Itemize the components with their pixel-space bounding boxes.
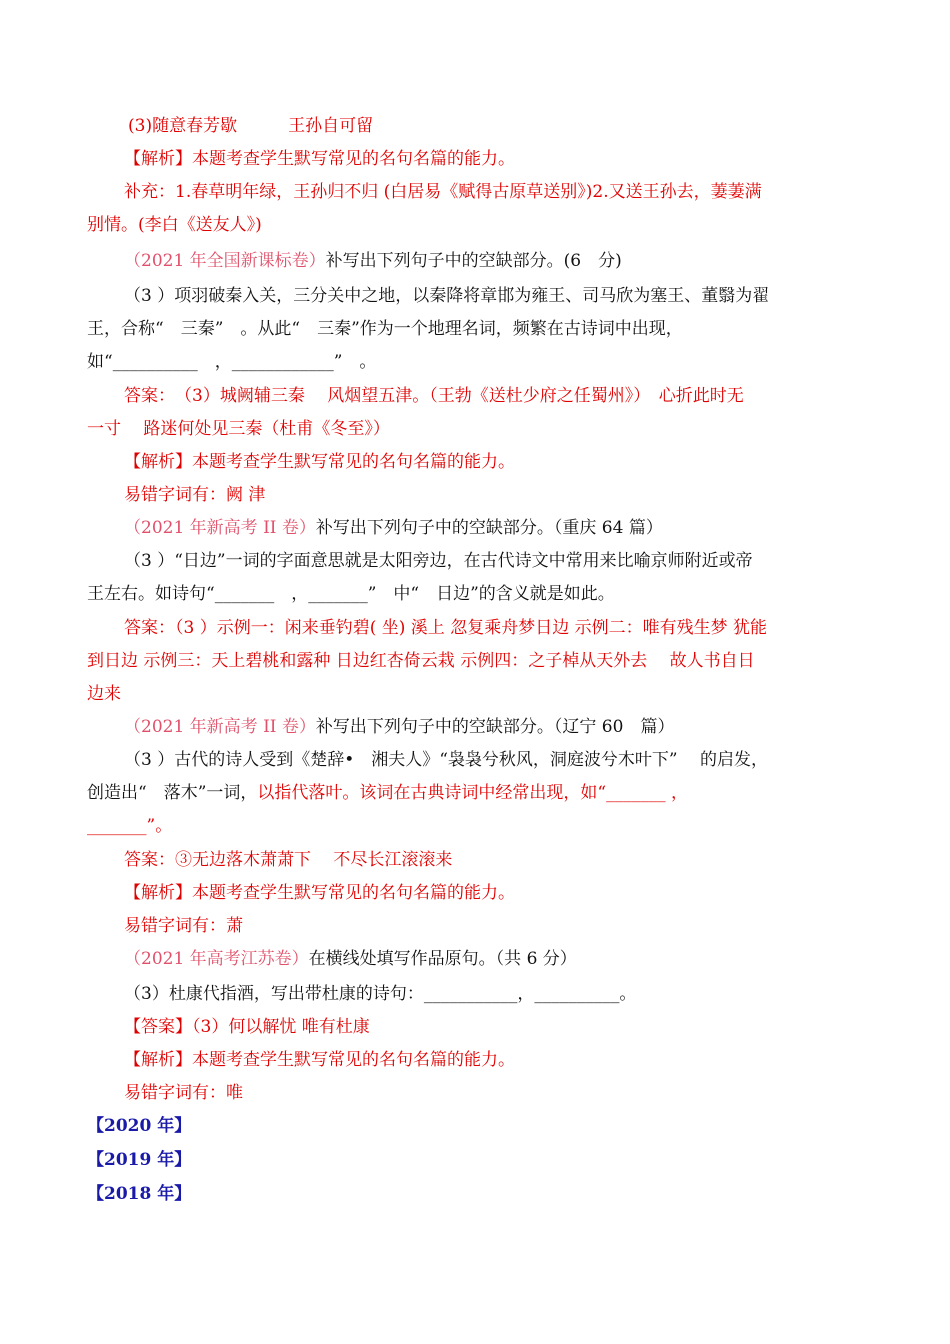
question-text: （3）杜康代指酒，写出带杜康的诗句：___________，__________。 <box>124 984 637 1004</box>
year-heading-2019: 【2019 年】 <box>87 1150 192 1170</box>
question-header <box>124 250 622 272</box>
error-words-line: 易错字词有：唯 <box>124 1083 243 1103</box>
analysis-line: 【解析】本题考查学生默写常见的名句名篇的能力。 <box>124 883 515 903</box>
supplement-line: 补充：1.春草明年绿，王孙归不归 (白居易《赋得古原草送别》)2.又送王孙去，萋萋满 <box>124 182 762 202</box>
answer-line-cont: 边来 <box>87 684 121 704</box>
question-text-cont <box>87 782 688 804</box>
question-text-cont: 王，合称“ 三秦” 。从此“ 三秦”作为一个地理名词，频繁在古诗词中出现， <box>87 319 683 339</box>
analysis-line: 【解析】本题考查学生默写常见的名句名篇的能力。 <box>124 149 515 169</box>
question-blank-line: 如“__________ ，____________” 。 <box>87 352 377 372</box>
question-header <box>124 716 674 738</box>
question-text: （3 ）古代的诗人受到《楚辞• 湘夫人》“袅袅兮秋风，洞庭波兮木叶下” 的启发， <box>124 750 769 770</box>
year-heading-2020: 【2020 年】 <box>87 1116 192 1136</box>
question-source: （2021 年高考江苏卷） <box>124 949 309 969</box>
question-text-part-red: 以指代落叶。该词在古典诗词中经常出现，如“_______ ， <box>257 783 688 803</box>
question-source: （2021 年新高考 II 卷） <box>124 518 316 538</box>
error-words-line: 易错字词有：阙 津 <box>124 485 266 505</box>
answer-line: 答案：（3 ）示例一：闲来垂钓碧( 坐) 溪上 忽复乘舟梦日边 示例二：唯有残生梦 犹能 <box>124 618 768 638</box>
question-text-cont: 王左右。如诗句“_______ ，_______” 中“ 日边”的含义就是如此。 <box>87 584 615 604</box>
question-source: （2021 年新高考 II 卷） <box>124 717 316 737</box>
answer-line-cont: 一寸 路迷何处见三秦（杜甫《冬至》） <box>87 419 390 439</box>
question-instruction: 补写出下列句子中的空缺部分。(6 分) <box>325 251 622 271</box>
question-source: （2021 年全国新课标卷） <box>124 251 326 271</box>
question-text-part: 创造出“ 落木”一词， <box>87 783 258 803</box>
answer-line: 【答案】（3）何以解忧 唯有杜康 <box>124 1017 370 1037</box>
answer-line: 答案： （3）城阙辅三秦 风烟望五津。（王勃《送杜少府之任蜀州》） 心折此时无 <box>124 386 744 406</box>
question-instruction: 补写出下列句子中的空缺部分。（辽宁 60 篇） <box>315 717 675 737</box>
analysis-line: 【解析】本题考查学生默写常见的名句名篇的能力。 <box>124 452 515 472</box>
question-text: （3 ）项羽破秦入关，三分关中之地，以秦降将章邯为雍王、司马欣为塞王、董翳为翟 <box>124 286 770 306</box>
question-instruction: 在横线处填写作品原句。（共 6 分） <box>308 949 577 969</box>
answer-line: 答案：③无边落木萧萧下 不尽长江滚滚来 <box>124 850 453 870</box>
supplement-line-cont: 别情。(李白《送友人》) <box>87 215 262 235</box>
answer-line: (3)随意春芳歇 王孙自可留 <box>128 116 374 136</box>
question-instruction: 补写出下列句子中的空缺部分。（重庆 64 篇） <box>315 518 663 538</box>
answer-line-cont: 到日边 示例三：天上碧桃和露种 日边红杏倚云栽 示例四：之子棹从天外去 故人书自日 <box>87 651 755 671</box>
question-blank-line: _______”。 <box>87 816 173 836</box>
year-heading-2018: 【2018 年】 <box>87 1184 192 1204</box>
question-text: （3 ）“日边”一词的字面意思就是太阳旁边，在古代诗文中常用来比喻京师附近或帝 <box>124 551 753 571</box>
question-header <box>124 517 663 539</box>
error-words-line: 易错字词有：萧 <box>124 916 243 936</box>
analysis-line: 【解析】本题考查学生默写常见的名句名篇的能力。 <box>124 1050 515 1070</box>
question-header <box>124 948 577 970</box>
